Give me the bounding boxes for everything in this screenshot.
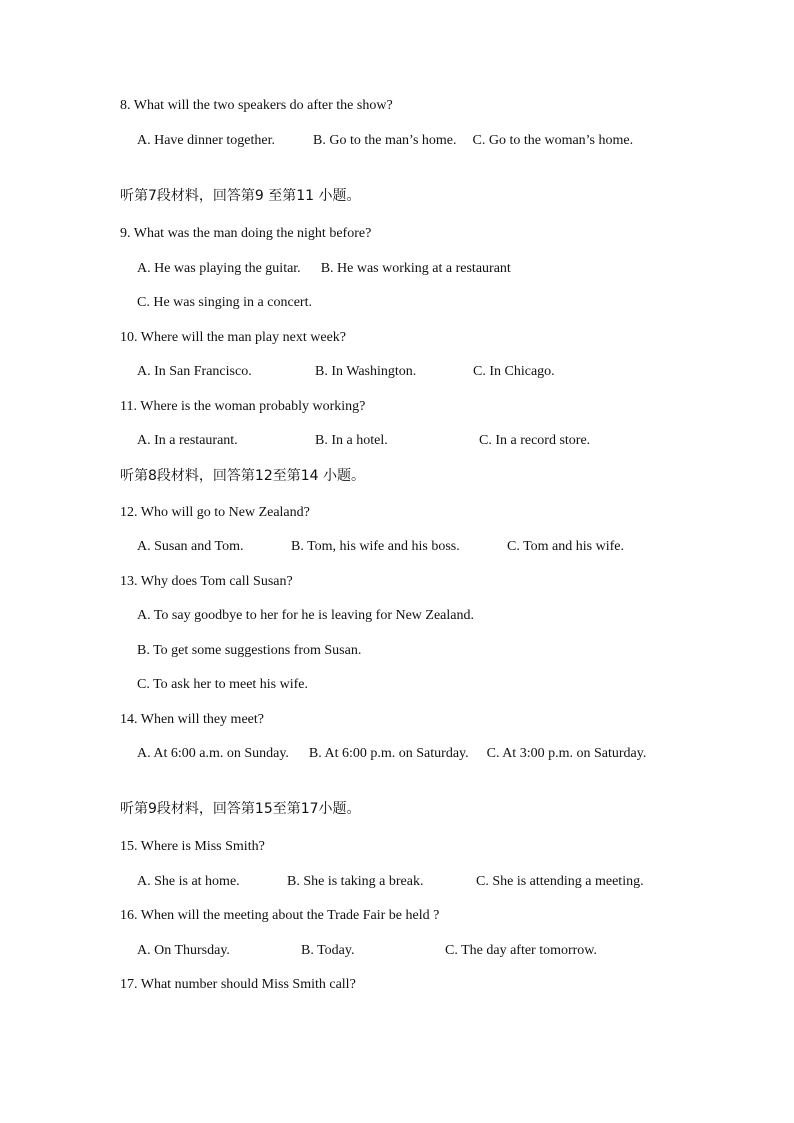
question-8: 8. What will the two speakers do after the show? [120, 98, 393, 113]
q8-option-c: C. Go to the woman’s home. [472, 133, 634, 148]
q10-option-a: A. In San Francisco. [137, 364, 252, 379]
q8-option-b: B. Go to the man’s home. [313, 133, 457, 148]
question-9: 9. What was the man doing the night before? [120, 226, 372, 241]
q9-option-b: B. He was working at a restaurant [320, 261, 511, 276]
question-14: 14. When will they meet? [120, 712, 264, 727]
q11-option-a: A. In a restaurant. [137, 433, 238, 448]
question-16-options [137, 940, 697, 961]
q16-option-a: A. On Thursday. [137, 943, 230, 958]
section-7-heading: 听第7段材料，回答第9 至第11 小题。 [120, 188, 361, 204]
q12-option-c: C. Tom and his wife. [507, 539, 624, 554]
q10-option-c: C. In Chicago. [473, 364, 555, 379]
q11-option-b: B. In a hotel. [315, 433, 388, 448]
q10-option-b: B. In Washington. [315, 364, 417, 379]
q16-option-b: B. Today. [301, 943, 355, 958]
section-9-heading: 听第9段材料，回答第15至第17小题。 [120, 801, 361, 817]
q15-option-a: A. She is at home. [137, 874, 240, 889]
question-16: 16. When will the meeting about the Trade Fair be held ? [120, 908, 440, 923]
q9-option-a: A. He was playing the guitar. [137, 261, 301, 276]
question-8-options [120, 130, 660, 151]
question-17: 17. What number should Miss Smith call? [120, 977, 356, 992]
question-14-options [120, 743, 660, 764]
question-11-options [137, 430, 697, 451]
q12-option-a: A. Susan and Tom. [137, 539, 244, 554]
question-10-options [137, 361, 697, 382]
q13-option-c: C. To ask her to meet his wife. [137, 677, 309, 692]
q11-option-c: C. In a record store. [479, 433, 591, 448]
q14-option-a: A. At 6:00 a.m. on Sunday. [137, 746, 289, 761]
section-8-heading: 听第8段材料，回答第12至第14 小题。 [120, 468, 365, 484]
q14-option-c: C. At 3:00 p.m. on Saturday. [486, 746, 647, 761]
question-9-options-ab [137, 258, 697, 279]
question-11: 11. Where is the woman probably working? [120, 399, 366, 414]
question-15-options [137, 871, 697, 892]
q14-option-b: B. At 6:00 p.m. on Saturday. [308, 746, 469, 761]
q16-option-c: C. The day after tomorrow. [445, 943, 598, 958]
question-12-options [137, 536, 697, 557]
q15-option-b: B. She is taking a break. [287, 874, 424, 889]
q13-option-b: B. To get some suggestions from Susan. [137, 643, 362, 658]
q9-option-c: C. He was singing in a concert. [137, 295, 312, 310]
question-15: 15. Where is Miss Smith? [120, 839, 265, 854]
q8-option-a: A. Have dinner together. [137, 133, 276, 148]
question-10: 10. Where will the man play next week? [120, 330, 346, 345]
q12-option-b: B. Tom, his wife and his boss. [291, 539, 460, 554]
question-13: 13. Why does Tom call Susan? [120, 574, 293, 589]
q13-option-a: A. To say goodbye to her for he is leaving for New Zealand. [137, 608, 474, 623]
q15-option-c: C. She is attending a meeting. [476, 874, 644, 889]
question-12: 12. Who will go to New Zealand? [120, 505, 310, 520]
